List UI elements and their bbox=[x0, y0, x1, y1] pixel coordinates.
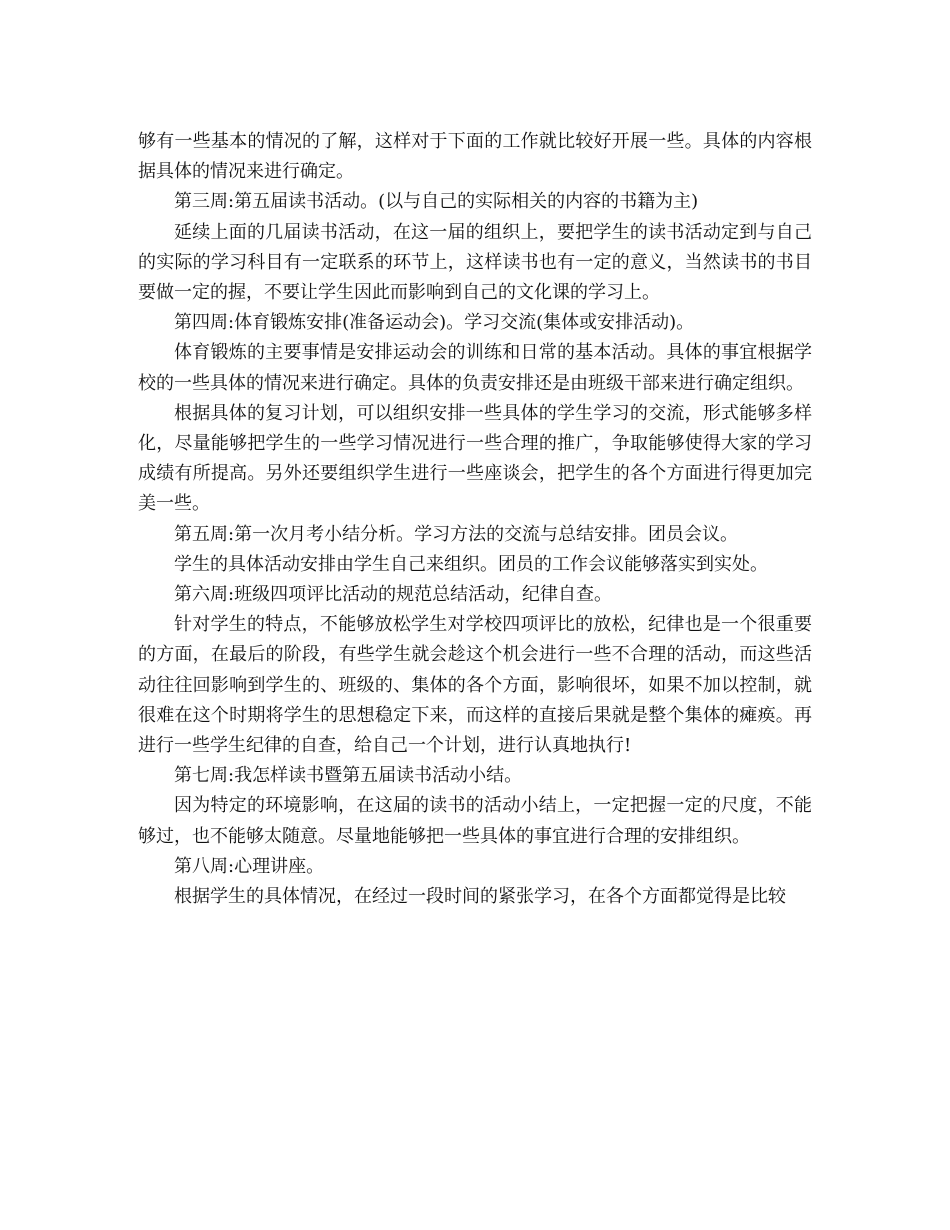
document-body bbox=[138, 127, 812, 912]
week-6-body: 针对学生的特点，不能够放松学生对学校四项评比的放松，纪律也是一个很重要的方面，在最后的阶段，有些学生就会趁这个机会进行一些不合理的活动，而这些活动往往回影响到学生的、班级的、集体的各个方面，影响很坏，如果不加以控制，就很难在这个时期将学生的思想稳定下来，而这样的直接后果就是整个集体的瘫痪。再进行一些学生纪律的自查，给自己一个计划，进行认真地执行! bbox=[138, 614, 812, 757]
week-8-body: 根据学生的具体情况，在经过一段时间的紧张学习，在各个方面都觉得是比较 bbox=[174, 886, 786, 908]
week-7-body: 因为特定的环境影响，在这届的读书的活动小结上，一定把握一定的尺度，不能够过，也不能够太随意。尽量地能够把一些具体的事宜进行合理的安排组织。 bbox=[138, 795, 812, 847]
week-4-body-1: 体育锻炼的主要事情是安排运动会的训练和日常的基本活动。具体的事宜根据学校的一些具体的情况来进行确定。具体的负责安排还是由班级干部来进行确定组织。 bbox=[138, 342, 812, 394]
week-5-heading: 第五周:第一次月考小结分析。学习方法的交流与总结安排。团员会议。 bbox=[174, 523, 739, 545]
week-4-body-2: 根据具体的复习计划，可以组织安排一些具体的学生学习的交流，形式能够多样化，尽量能够把学生的一些学习情况进行一些合理的推广，争取能够使得大家的学习成绩有所提高。另外还要组织学生进行一些座谈会，把学生的各个方面进行得更加完美一些。 bbox=[138, 402, 812, 515]
week-6-heading: 第六周:班级四项评比活动的规范总结活动，纪律自查。 bbox=[174, 584, 613, 606]
week-3-body: 延续上面的几届读书活动，在这一届的组织上，要把学生的读书活动定到与自己的实际的学习科目有一定联系的环节上，这样读书也有一定的意义，当然读书的书目要做一定的握，不要让学生因此而影响到自己的文化课的学习上。 bbox=[138, 221, 812, 304]
week-7-heading: 第七周:我怎样读书暨第五届读书活动小结。 bbox=[174, 765, 523, 787]
paragraph-continuation: 够有一些基本的情况的了解，这样对于下面的工作就比较好开展一些。具体的内容根据具体的情况来进行确定。 bbox=[138, 131, 812, 183]
week-4-heading: 第四周:体育锻炼安排(准备运动会)。学习交流(集体或安排活动)。 bbox=[174, 312, 695, 334]
week-5-body: 学生的具体活动安排由学生自己来组织。团员的工作会议能够落实到实处。 bbox=[174, 553, 768, 575]
week-3-heading: 第三周:第五届读书活动。(以与自己的实际相关的内容的书籍为主) bbox=[174, 191, 699, 213]
week-8-heading: 第八周:心理讲座。 bbox=[174, 855, 325, 877]
